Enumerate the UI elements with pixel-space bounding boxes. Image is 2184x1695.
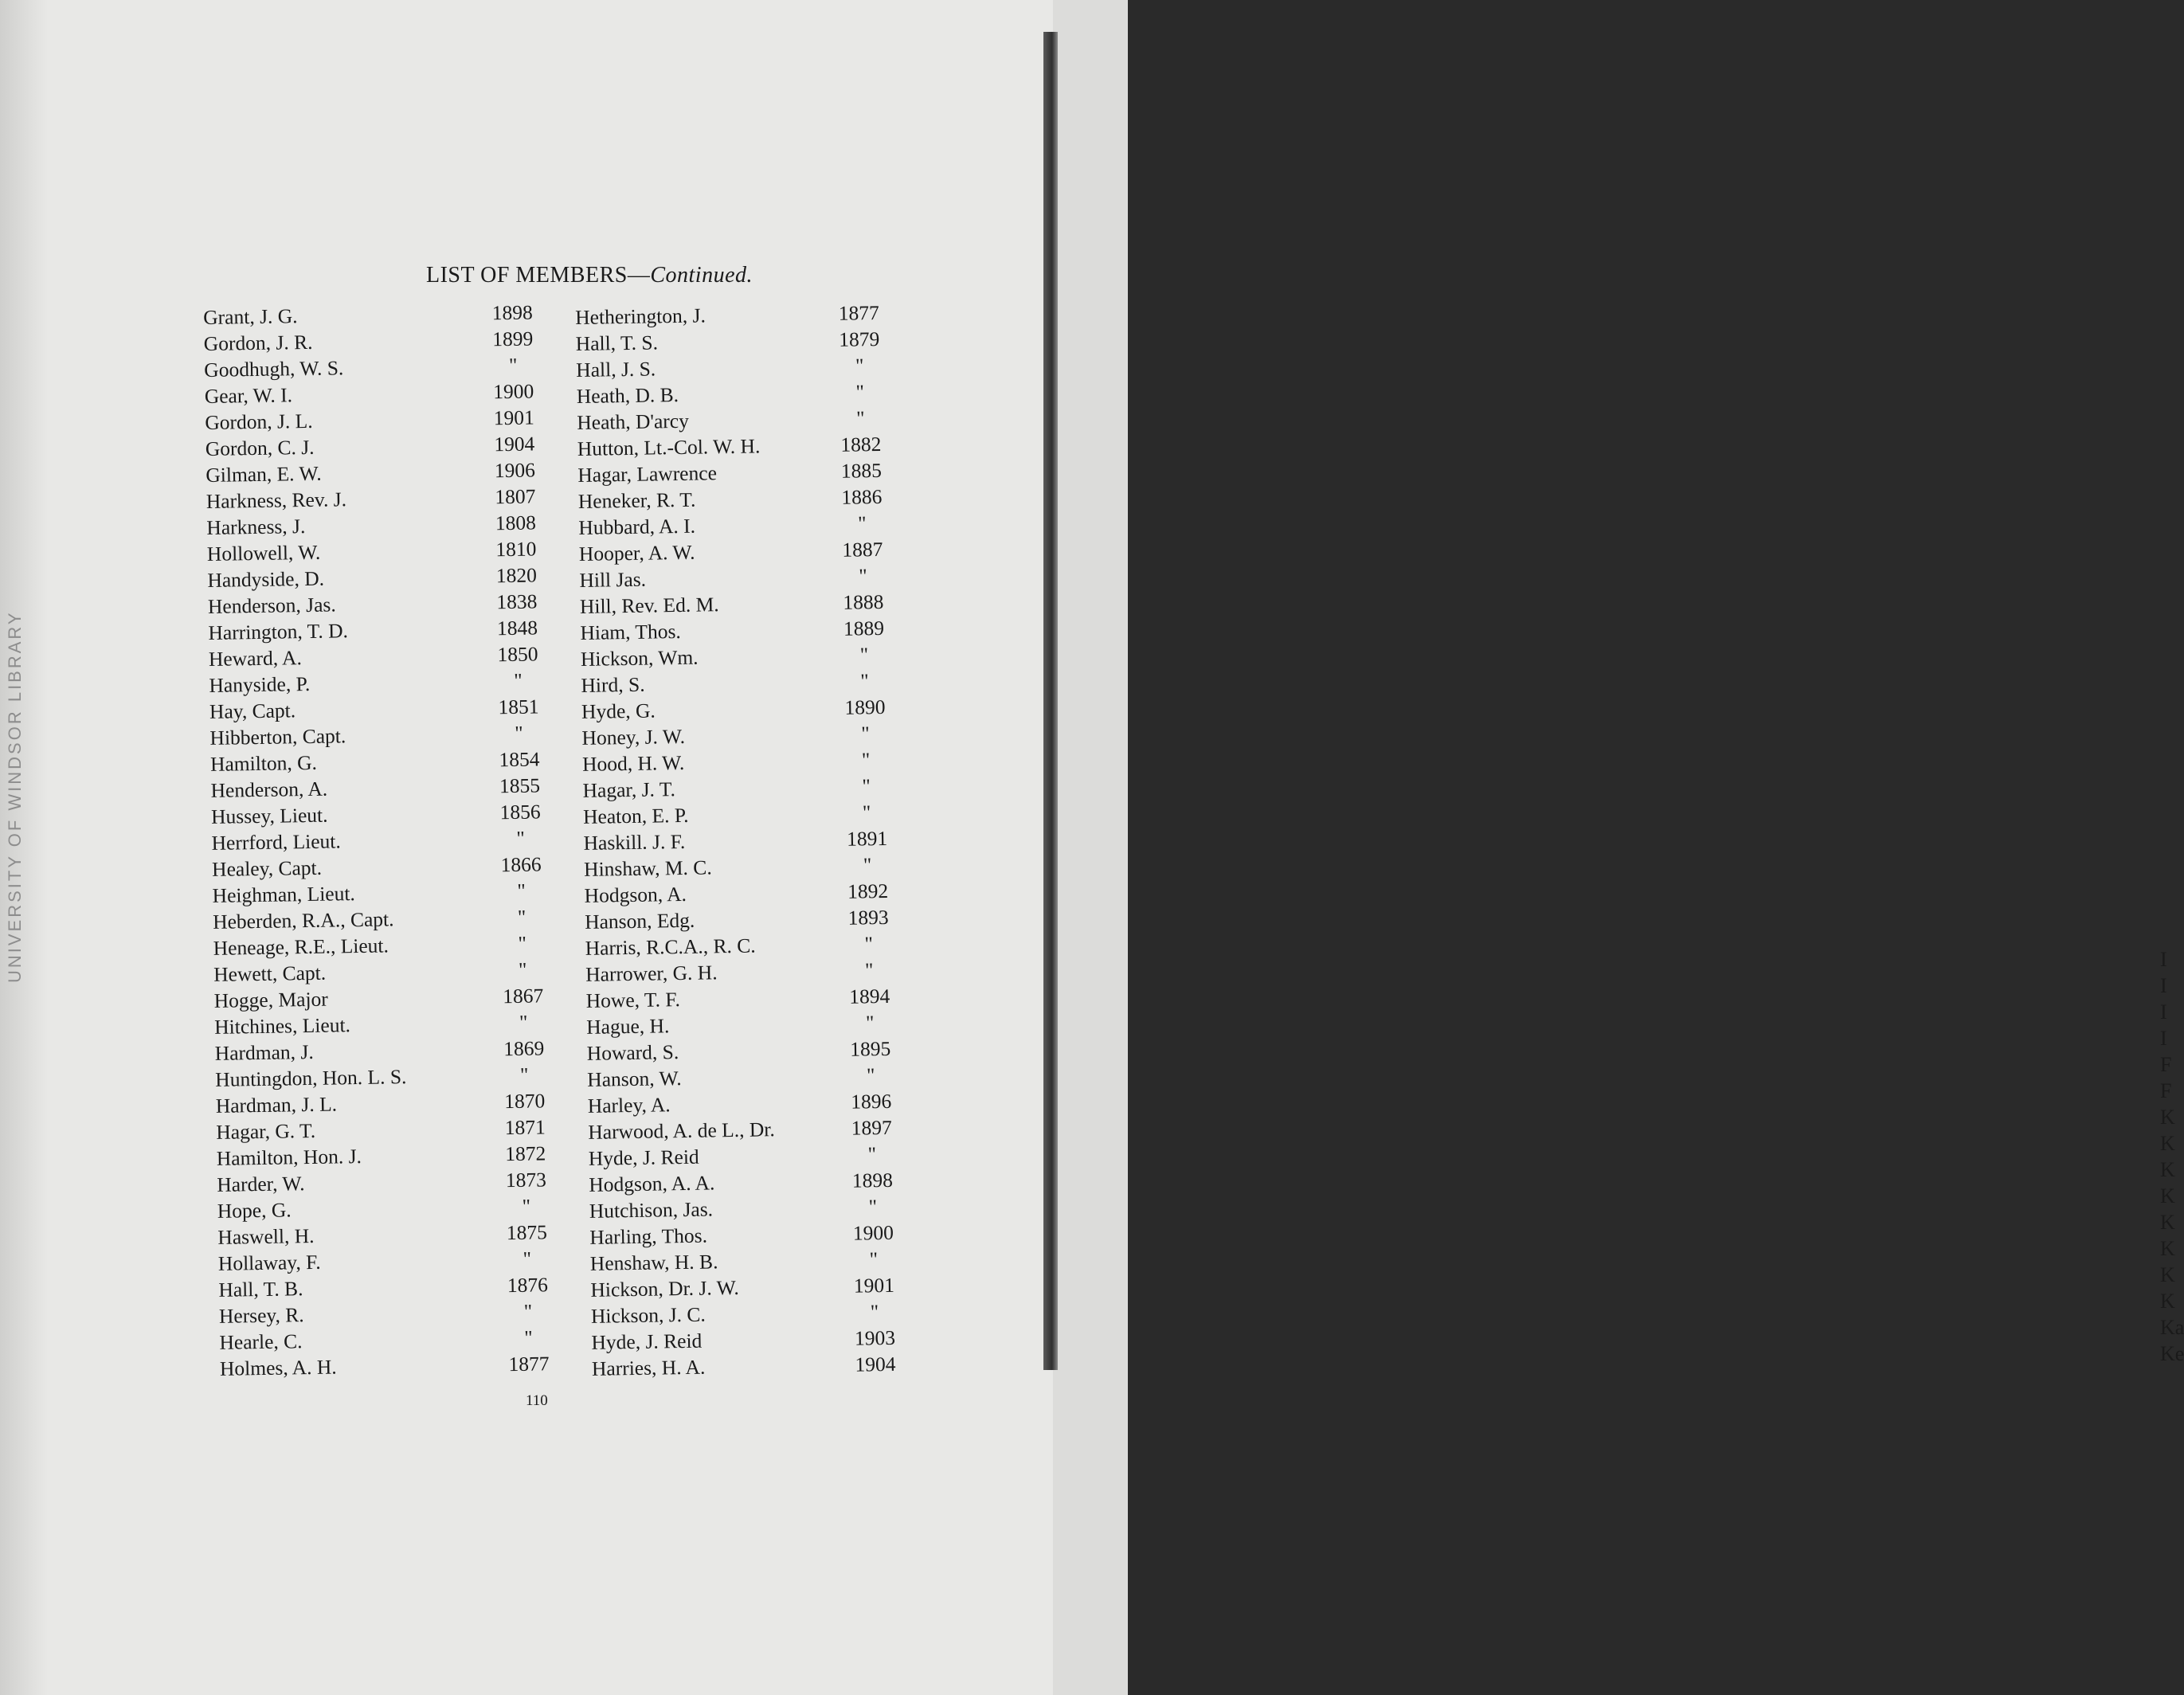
member-name: Grant, J. G. xyxy=(203,304,298,329)
member-year: 1869 xyxy=(503,1036,545,1061)
member-row xyxy=(220,1350,570,1382)
member-name: Hill, Rev. Ed. M. xyxy=(579,593,719,618)
member-name: Heneker, R. T. xyxy=(577,487,696,513)
member-year: " xyxy=(517,905,526,929)
member-name: Harris, R.C.A., R. C. xyxy=(585,934,756,960)
member-name: Gilman, E. W. xyxy=(205,461,322,487)
member-year: 1807 xyxy=(495,484,536,509)
member-name: Hood, H. W. xyxy=(581,750,685,776)
member-year: 1896 xyxy=(851,1089,892,1114)
member-name: Hall, J. S. xyxy=(576,357,656,382)
member-name: Hubbard, A. I. xyxy=(578,514,696,539)
members-list-left xyxy=(203,299,570,1382)
member-name: Hooper, A. W. xyxy=(578,540,695,566)
member-year: 1898 xyxy=(491,300,533,325)
member-name: Hague, H. xyxy=(586,1014,670,1039)
member-year: 1891 xyxy=(846,826,888,851)
member-year: " xyxy=(515,721,523,745)
member-name: Hardman, J. xyxy=(214,1039,314,1065)
member-year: 1893 xyxy=(847,905,889,930)
member-name: Honey, J. W. xyxy=(581,724,686,750)
member-row xyxy=(592,1350,934,1382)
member-year: 1886 xyxy=(841,484,883,509)
member-year: 1895 xyxy=(850,1036,891,1061)
member-name: Hamilton, G. xyxy=(209,750,318,776)
member-name: Henderson, Jas. xyxy=(207,593,336,618)
member-name: Hewett, Capt. xyxy=(213,961,327,986)
member-name: Hodgson, A. xyxy=(584,882,687,907)
member-year: 1900 xyxy=(852,1220,894,1245)
member-year: " xyxy=(522,1194,531,1218)
member-year: 1855 xyxy=(499,773,541,798)
member-name: Gear, W. I. xyxy=(204,383,293,408)
adjacent-letter: I xyxy=(2160,1000,2167,1024)
adjacent-letter: K xyxy=(2160,1106,2175,1129)
member-year: 1901 xyxy=(493,405,535,430)
adjacent-letter: K xyxy=(2160,1132,2175,1155)
member-name: Howe, T. F. xyxy=(585,988,681,1012)
member-year: " xyxy=(862,801,871,824)
member-name: Holmes, A. H. xyxy=(219,1355,337,1380)
member-year: 1887 xyxy=(842,537,883,562)
member-name: Hogge, Major xyxy=(213,987,329,1012)
member-year: 1879 xyxy=(839,327,880,351)
adjacent-letter: Ke xyxy=(2160,1342,2184,1365)
member-year: " xyxy=(516,826,526,850)
member-year: " xyxy=(870,1300,879,1324)
member-name: Hersey, R. xyxy=(218,1303,304,1328)
member-name: Harley, A. xyxy=(587,1093,671,1118)
member-name: Hyde, J. Reid xyxy=(588,1145,699,1170)
member-year: 1808 xyxy=(495,511,537,535)
member-year: 1870 xyxy=(504,1089,546,1114)
adjacent-page xyxy=(1053,0,2184,1695)
member-name: Hibberton, Capt. xyxy=(209,724,346,750)
title-continued: Continued. xyxy=(650,263,753,288)
member-year: 1871 xyxy=(504,1115,546,1140)
member-name: Henderson, A. xyxy=(210,777,328,802)
member-name: Hinshaw, M. C. xyxy=(583,855,712,881)
member-year: " xyxy=(863,853,872,877)
member-name: Gordon, J. L. xyxy=(205,409,313,434)
member-name: Hamilton, Hon. J. xyxy=(216,1145,362,1170)
member-name: Goodhugh, W. S. xyxy=(204,356,344,382)
member-year: " xyxy=(862,774,871,798)
member-name: Hagar, J. T. xyxy=(582,777,676,802)
member-year: " xyxy=(523,1299,533,1323)
member-year: " xyxy=(855,354,864,378)
member-name: Hyde, J. Reid xyxy=(591,1329,703,1354)
member-year: 1877 xyxy=(508,1352,550,1376)
member-year: 1856 xyxy=(499,800,541,824)
member-name: Heath, D. B. xyxy=(576,382,679,408)
member-name: Heighman, Lieut. xyxy=(212,882,356,907)
member-year: " xyxy=(855,380,865,404)
member-year: 1854 xyxy=(499,747,540,772)
adjacent-letter: I xyxy=(2160,948,2167,971)
member-year: 1897 xyxy=(851,1115,893,1140)
adjacent-letter: I xyxy=(2160,974,2167,997)
member-year: 1866 xyxy=(500,852,542,877)
member-name: Heward, A. xyxy=(208,646,303,671)
member-year: 1851 xyxy=(498,695,539,719)
page-title xyxy=(335,263,844,288)
member-year: " xyxy=(860,669,869,693)
library-stamp: UNIVERSITY OF WINDSOR LIBRARY xyxy=(5,610,25,983)
member-name: Heneage, R.E., Lieut. xyxy=(213,934,389,960)
member-name: Hickson, J. C. xyxy=(590,1302,706,1328)
member-year: " xyxy=(517,879,526,902)
member-name: Hall, T. B. xyxy=(218,1277,303,1302)
member-year: " xyxy=(855,406,865,430)
member-name: Hill Jas. xyxy=(579,567,647,592)
member-name: Hiam, Thos. xyxy=(580,619,682,644)
member-year: 1894 xyxy=(848,984,890,1008)
member-year: " xyxy=(523,1325,533,1349)
member-name: Hanson, Edg. xyxy=(584,908,695,934)
member-name: Gordon, C. J. xyxy=(205,435,315,460)
title-text: LIST OF MEMBERS— xyxy=(426,263,651,288)
member-year: " xyxy=(861,722,870,746)
member-year: 1889 xyxy=(843,616,885,640)
member-year: 1892 xyxy=(847,879,889,903)
member-name: Heaton, E. P. xyxy=(582,803,689,828)
member-name: Hickson, Wm. xyxy=(580,645,699,671)
adjacent-letter: K xyxy=(2160,1211,2175,1234)
member-name: Howard, S. xyxy=(586,1040,679,1065)
member-year: 1900 xyxy=(493,379,534,404)
member-name: Herrford, Lieut. xyxy=(211,829,341,855)
adjacent-letter: K xyxy=(2160,1290,2175,1313)
member-year: " xyxy=(518,957,527,981)
adjacent-letter: K xyxy=(2160,1263,2175,1286)
member-year: 1810 xyxy=(495,537,537,562)
member-year: " xyxy=(866,1063,875,1087)
member-name: Harkness, J. xyxy=(206,515,306,539)
page-number: 110 xyxy=(526,1392,548,1409)
member-name: Hussey, Lieut. xyxy=(210,803,328,828)
member-year: 1899 xyxy=(492,327,534,351)
member-year: " xyxy=(861,748,871,772)
document-page xyxy=(0,0,1053,1695)
member-name: Huntingdon, Hon. L. S. xyxy=(215,1065,407,1091)
member-year: 1873 xyxy=(505,1168,547,1192)
member-year: " xyxy=(868,1195,878,1219)
member-year: 1906 xyxy=(494,458,536,483)
member-year: 1901 xyxy=(853,1273,895,1298)
member-name: Hardman, J. L. xyxy=(215,1092,338,1118)
adjacent-letter: K xyxy=(2160,1158,2175,1181)
member-name: Gordon, J. R. xyxy=(203,330,313,355)
member-year: " xyxy=(508,353,518,377)
member-name: Hagar, G. T. xyxy=(216,1118,316,1144)
member-name: Hall, T. S. xyxy=(575,331,659,355)
member-name: Heberden, R.A., Capt. xyxy=(212,907,394,934)
member-year: 1848 xyxy=(496,616,538,640)
member-name: Healey, Capt. xyxy=(211,855,323,881)
member-name: Hollaway, F. xyxy=(217,1250,321,1275)
member-name: Hanyside, P. xyxy=(209,671,311,697)
member-year: 1890 xyxy=(844,695,886,719)
member-name: Henshaw, H. B. xyxy=(589,1250,718,1275)
member-name: Harkness, Rev. J. xyxy=(205,487,347,513)
member-name: Handyside, D. xyxy=(207,566,325,592)
member-name: Hickson, Dr. J. W. xyxy=(590,1275,739,1302)
adjacent-letter: F xyxy=(2160,1079,2172,1102)
member-year: 1903 xyxy=(854,1325,896,1350)
member-year: 1820 xyxy=(495,563,538,588)
member-year: 1876 xyxy=(507,1273,549,1298)
member-year: 1867 xyxy=(502,984,544,1008)
member-year: " xyxy=(514,668,523,692)
member-name: Hutton, Lt.-Col. W. H. xyxy=(577,434,761,460)
member-year: " xyxy=(859,643,869,667)
member-year: 1850 xyxy=(497,642,538,667)
member-name: Hope, G. xyxy=(217,1198,292,1223)
member-name: Hird, S. xyxy=(581,672,645,697)
member-year: " xyxy=(519,1063,529,1086)
member-name: Hutchison, Jas. xyxy=(589,1197,714,1223)
member-name: Hitchines, Lieut. xyxy=(214,1013,351,1039)
member-name: Haswell, H. xyxy=(217,1223,315,1249)
adjacent-letter: I xyxy=(2160,1027,2167,1050)
member-name: Haskill. J. F. xyxy=(583,829,686,855)
member-name: Harwood, A. de L., Dr. xyxy=(588,1118,775,1144)
member-name: Harling, Thos. xyxy=(589,1223,708,1249)
member-year: 1877 xyxy=(838,301,879,325)
member-name: Hyde, G. xyxy=(581,699,656,723)
member-year: " xyxy=(864,932,874,956)
member-year: " xyxy=(519,1010,528,1034)
book-spine xyxy=(1043,32,1058,1370)
member-year: " xyxy=(864,958,874,982)
member-year: 1898 xyxy=(851,1168,894,1192)
member-name: Harrower, G. H. xyxy=(585,961,718,986)
member-year: 1888 xyxy=(843,589,884,614)
adjacent-page-letters xyxy=(2160,946,2184,1367)
member-year: 1904 xyxy=(494,432,535,456)
member-year: 1838 xyxy=(496,589,538,614)
adjacent-letter: K xyxy=(2160,1184,2175,1208)
member-name: Hetherington, J. xyxy=(575,303,706,329)
member-year: " xyxy=(867,1142,877,1166)
member-year: " xyxy=(869,1247,879,1271)
member-year: 1904 xyxy=(855,1352,896,1376)
member-year: " xyxy=(858,564,867,588)
member-year: 1875 xyxy=(506,1220,548,1245)
member-name: Hearle, C. xyxy=(219,1329,303,1354)
member-name: Harrington, T. D. xyxy=(208,619,349,644)
member-year: 1882 xyxy=(840,432,882,456)
adjacent-letter: K xyxy=(2160,1237,2175,1260)
member-year: 1872 xyxy=(505,1141,546,1166)
adjacent-letter: Ka xyxy=(2160,1316,2184,1339)
member-name: Harries, H. A. xyxy=(591,1355,706,1380)
member-year: 1885 xyxy=(840,458,883,483)
member-year: " xyxy=(857,511,867,535)
member-name: Heath, D'arcy xyxy=(577,409,690,434)
member-name: Hodgson, A. A. xyxy=(589,1171,715,1196)
member-name: Hollowell, W. xyxy=(206,540,321,566)
members-list-right xyxy=(575,299,934,1382)
member-name: Hay, Capt. xyxy=(209,699,296,723)
member-name: Harder, W. xyxy=(217,1172,305,1196)
member-year: " xyxy=(865,1011,875,1035)
member-name: Hagar, Lawrence xyxy=(577,461,718,487)
member-year: " xyxy=(518,931,527,955)
member-year: " xyxy=(523,1247,532,1270)
adjacent-letter: F xyxy=(2160,1053,2172,1076)
member-name: Hanson, W. xyxy=(587,1067,682,1091)
